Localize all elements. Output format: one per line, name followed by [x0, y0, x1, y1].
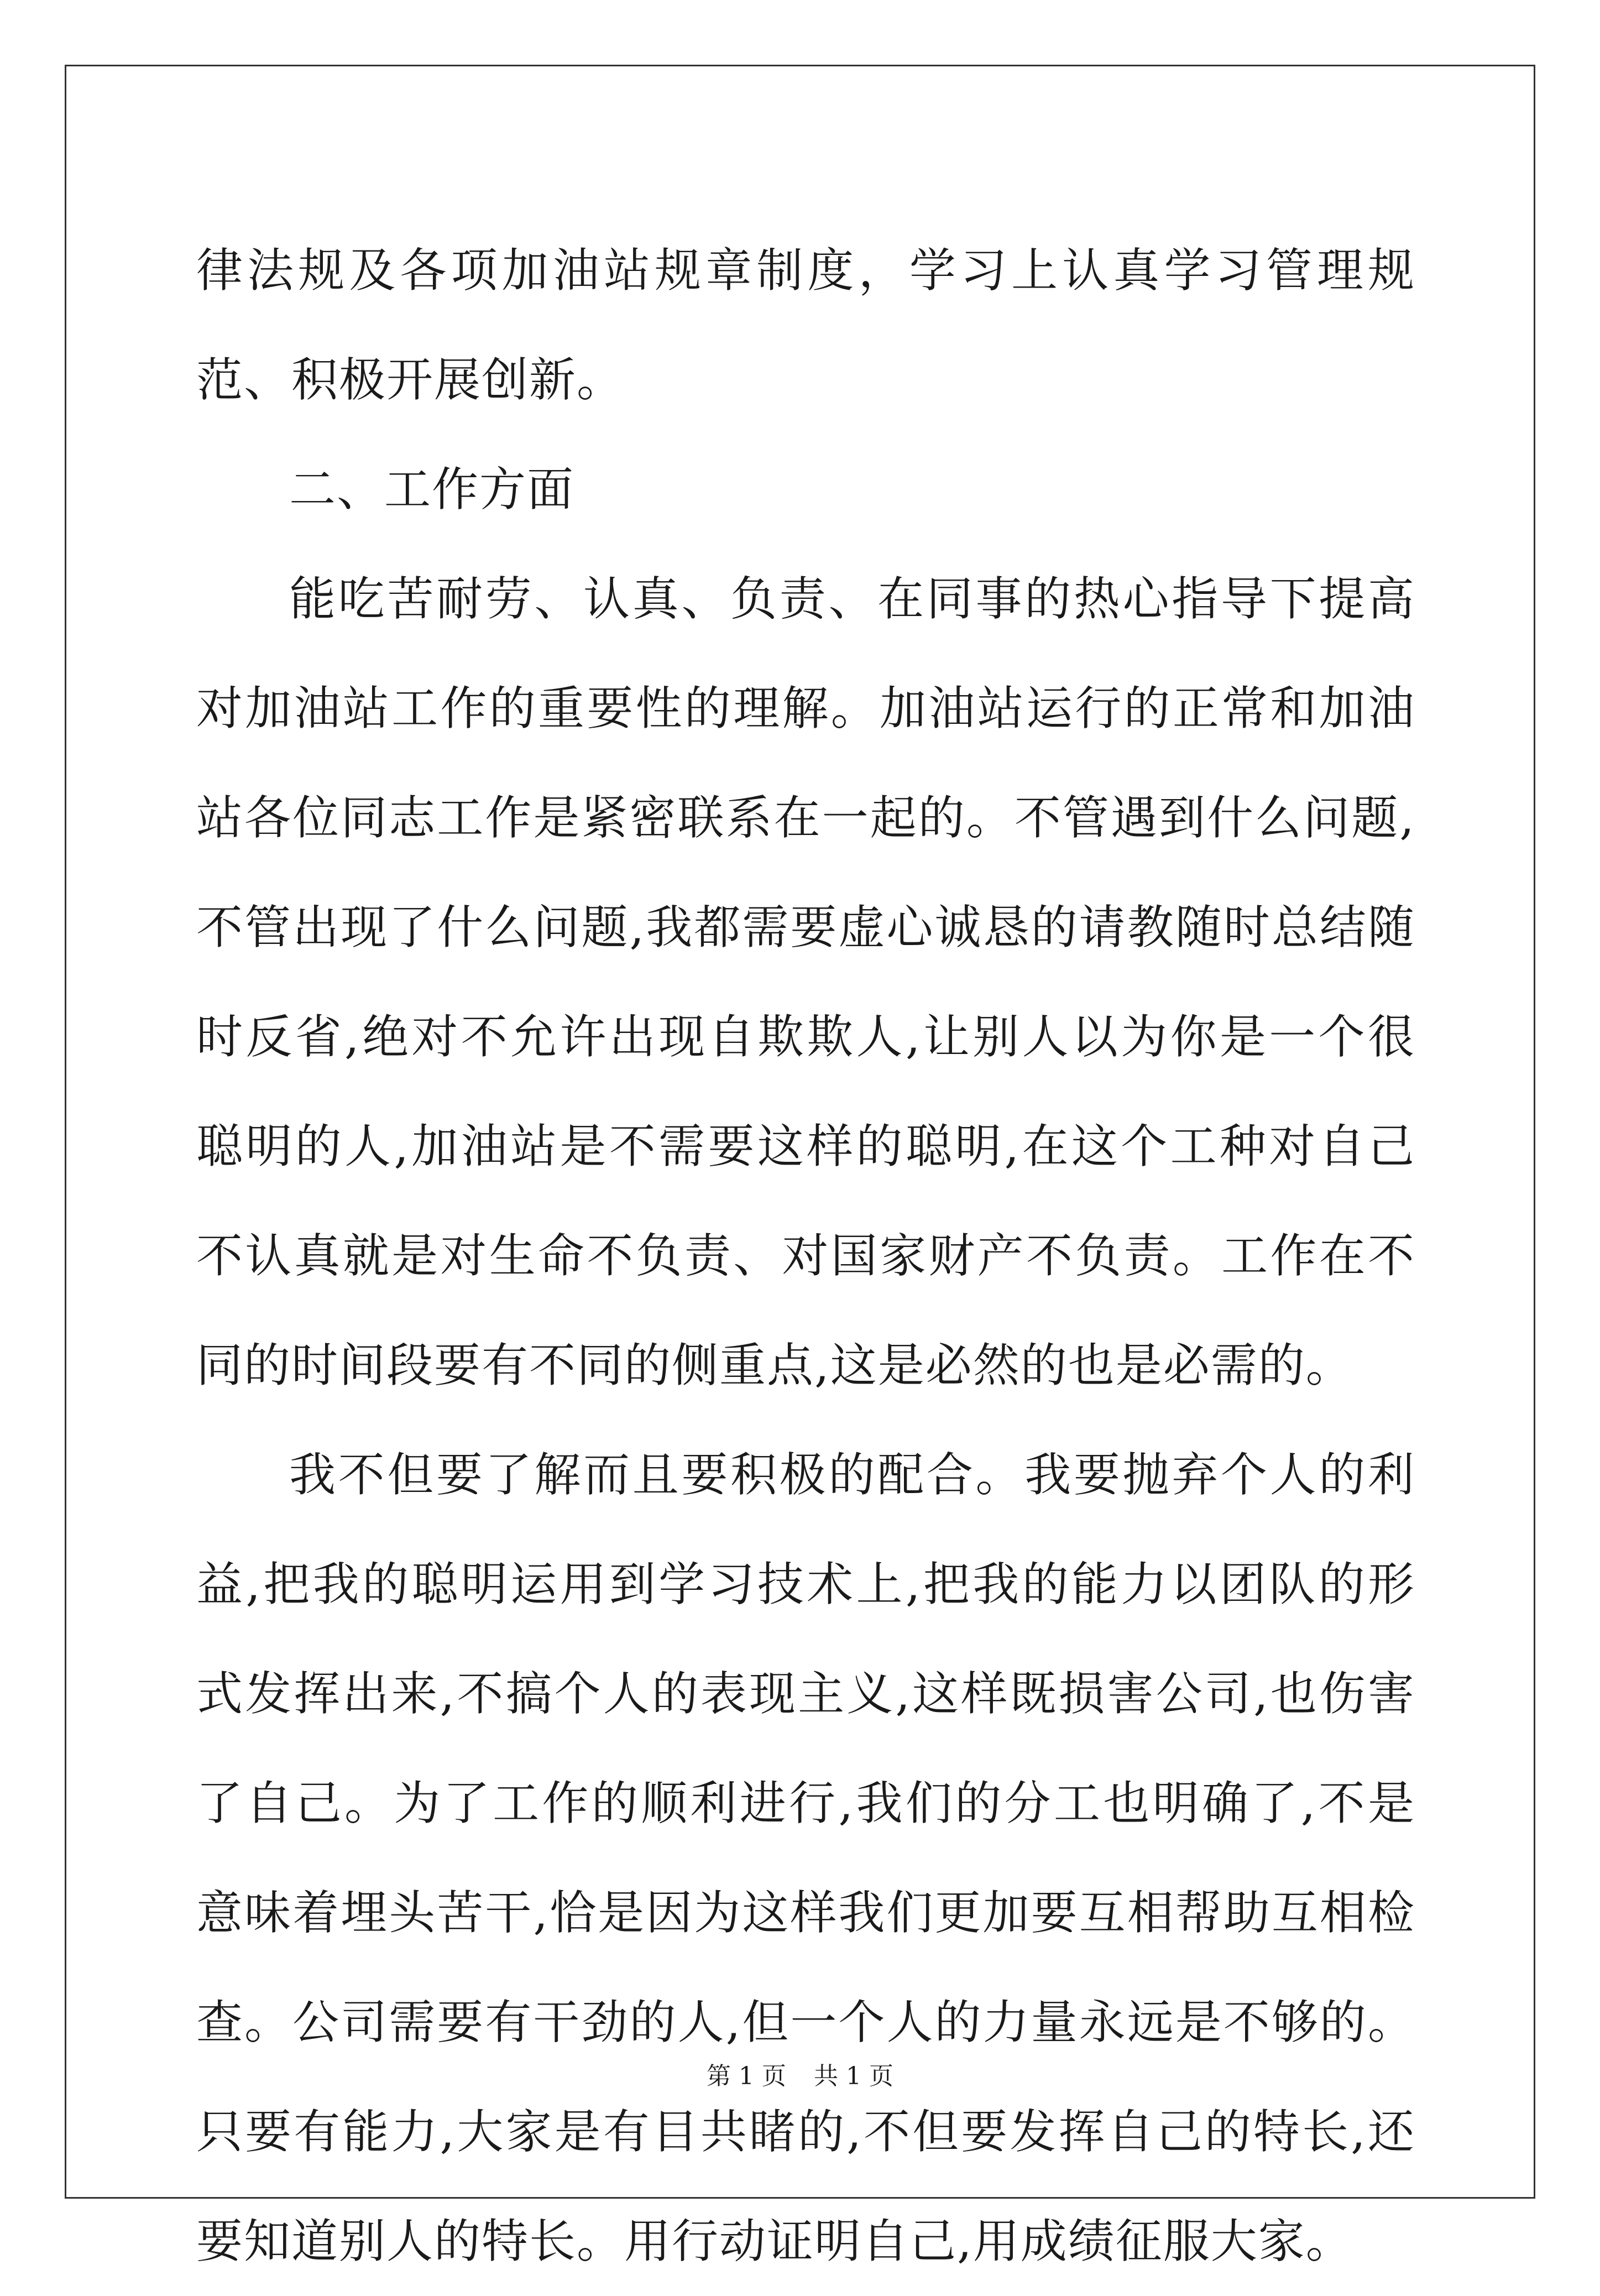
document-body [196, 216, 1415, 2296]
page-footer [0, 2060, 1600, 2093]
paragraph: 我不但要了解而且要积极的配合。我要抛弃个人的利益,把我的聪明运用到学习技术上,把我的能力以团队的形式发挥出来,不搞个人的表现主义,这样既损害公司,也伤害了自己。为了工作的顺利进行,我们的分工也明确了,不是意味着埋头苦干,恰是因为这样我们更加要互相帮助互相检查。公司需要有干劲的人,但一个人的力量永远是不够的。只要有能力,大家是有目共睹的,不但要发挥自己的特长,还要知道别人的特长。用行动证明自己,用成绩征服大家。 [196, 1448, 1415, 2268]
page-total: 共 1 页 [814, 2062, 893, 2090]
section-heading: 二、工作方面 [289, 462, 575, 516]
page-number: 第 1 页 [707, 2062, 786, 2090]
paragraph-continuation: 律法规及各项加油站规章制度，学习上认真学习管理规范、积极开展创新。 [196, 243, 1415, 407]
paragraph: 能吃苦耐劳、认真、负责、在同事的热心指导下提高对加油站工作的重要性的理解。加油站运行的正常和加油站各位同志工作是紧密联系在一起的。不管遇到什么问题,不管出现了什么问题,我都需要虚心诚恳的请教随时总结随时反省,绝对不允许出现自欺欺人,让别人以为你是一个很聪明的人,加油站是不需要这样的聪明,在这个工种对自己不认真就是对生命不负责、对国家财产不负责。工作在不同的时间段要有不同的侧重点,这是必然的也是必需的。 [196, 572, 1415, 1392]
